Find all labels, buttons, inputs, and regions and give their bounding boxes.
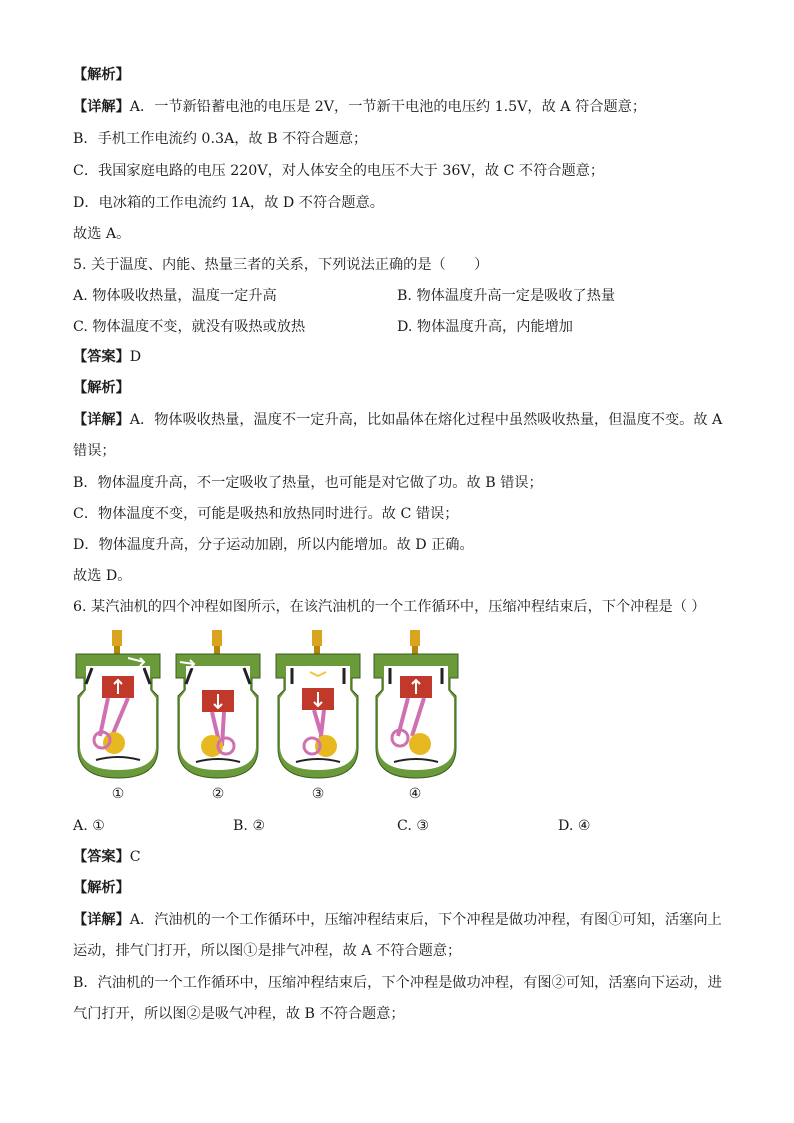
figure-label-1: ① xyxy=(111,786,125,802)
answer-value: C xyxy=(129,849,141,865)
text-line: C．物体温度不变，可能是吸热和放热同时进行。故 C 错误； xyxy=(73,506,459,522)
option-c: C. ③ xyxy=(397,818,430,834)
answer-tag: 【答案】 xyxy=(73,849,130,865)
text-line: 错误； xyxy=(73,443,116,459)
question-stem: 6. 某汽油机的四个冲程如图所示，在该汽油机的一个工作循环中，压缩冲程结束后，下个冲程是（ ） xyxy=(73,599,706,615)
spark-plug-icon xyxy=(312,630,322,654)
question-stem: 5. 关于温度、内能、热量三者的关系，下列说法正确的是（ ） xyxy=(73,257,489,273)
detail-text: A．一节新铅蓄电池的电压是 2V，一节新干电池的电压约 1.5V，故 A 符合题意； xyxy=(129,99,647,115)
detail-text: A．汽油机的一个工作循环中，压缩冲程结束后，下个冲程是做功冲程，有图①可知，活塞向上 xyxy=(129,912,722,928)
text-line: B．物体温度升高，不一定吸收了热量，也可能是对它做了功。故 B 错误； xyxy=(73,475,543,491)
text-line: D．物体温度升高，分子运动加剧，所以内能增加。故 D 正确。 xyxy=(73,537,474,553)
detail-tag: 【详解】 xyxy=(73,99,130,115)
text-line: 故选 D。 xyxy=(73,568,132,584)
detail-text: A．物体吸收热量，温度不一定升高，比如晶体在熔化过程中虽然吸收热量，但温度不变。故 A xyxy=(129,412,723,428)
crank xyxy=(201,735,223,757)
spark-plug-icon xyxy=(410,630,420,654)
answer-value: D xyxy=(129,349,142,365)
detail-tag: 【详解】 xyxy=(73,912,130,928)
answer-line xyxy=(73,347,141,367)
text-line: 气门打开，所以图②是吸气冲程，故 B 不符合题意； xyxy=(73,1006,405,1022)
engine-diagram-3 xyxy=(272,628,364,783)
text-line: 运动，排气门打开，所以图①是排气冲程，故 A 不符合题意； xyxy=(73,943,462,959)
option-d: D. 物体温度升高，内能增加 xyxy=(397,319,573,335)
analysis-label: 【解析】 xyxy=(73,880,130,896)
crank xyxy=(409,733,431,755)
text-line: B．汽油机的一个工作循环中，压缩冲程结束后，下个冲程是做功冲程，有图②可知，活塞向下运动，进 xyxy=(73,975,722,991)
engine-diagram-1 xyxy=(72,628,164,783)
option-b: B. 物体温度升高一定是吸收了热量 xyxy=(397,288,616,304)
detail-tag: 【详解】 xyxy=(73,412,130,428)
detail-line xyxy=(73,97,646,117)
option-c: C. 物体温度不变，就没有吸热或放热 xyxy=(73,319,306,335)
engine-diagram-4 xyxy=(370,628,462,783)
crank xyxy=(103,732,125,754)
answer-line xyxy=(73,847,141,867)
text-line: D．电冰箱的工作电流约 1A，故 D 不符合题意。 xyxy=(73,195,384,211)
text-line: 故选 A。 xyxy=(73,226,131,242)
crank xyxy=(315,735,337,757)
analysis-label: 【解析】 xyxy=(73,380,130,396)
answer-tag: 【答案】 xyxy=(73,349,130,365)
engine-diagram-2 xyxy=(172,628,264,783)
text-line: B．手机工作电流约 0.3A，故 B 不符合题意； xyxy=(73,131,368,147)
detail-line xyxy=(73,410,722,430)
figure-label-4: ④ xyxy=(408,786,422,802)
option-d: D. ④ xyxy=(558,818,591,834)
option-a: A. 物体吸收热量，温度一定升高 xyxy=(73,288,277,304)
option-a: A. ① xyxy=(73,818,105,834)
spark-plug-icon xyxy=(212,630,222,654)
text-line: C．我国家庭电路的电压 220V，对人体安全的电压不大于 36V，故 C 不符合题意； xyxy=(73,163,605,179)
option-b: B. ② xyxy=(233,818,266,834)
detail-line xyxy=(73,910,722,930)
spark-plug-icon xyxy=(112,630,122,654)
figure-label-3: ③ xyxy=(311,786,325,802)
analysis-label: 【解析】 xyxy=(73,67,130,83)
figure-label-2: ② xyxy=(211,786,225,802)
